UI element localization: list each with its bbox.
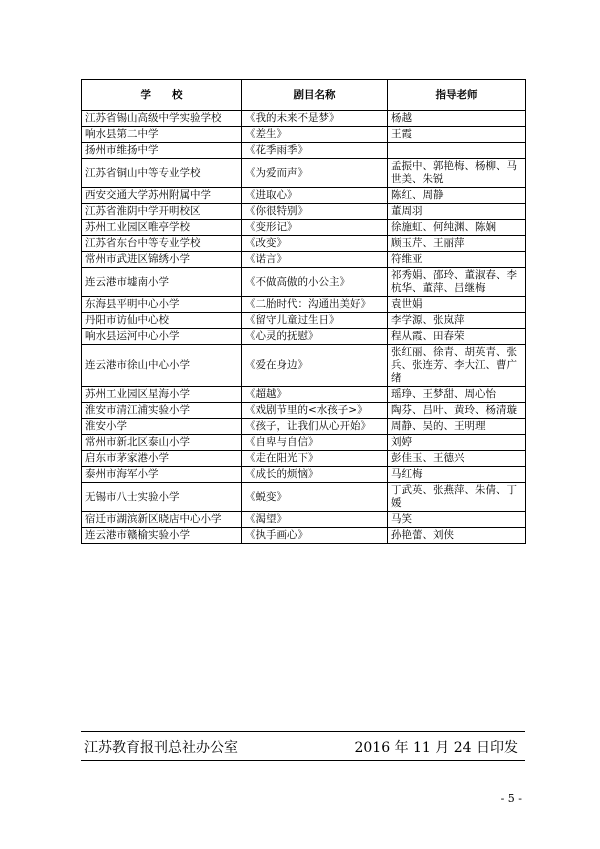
cell-play: 《留守儿童过生日》: [242, 313, 388, 329]
cell-teachers: 祁秀娟、邵玲、董淑春、李杭华、董萍、吕继梅: [388, 268, 526, 297]
cell-play: 《孩子，让我们从心开始》: [242, 419, 388, 435]
table-row: [82, 236, 526, 252]
footer-issue-date: 2016 年 11 月 24 日印发: [354, 740, 518, 756]
cell-school: 连云港市墟南小学: [82, 268, 242, 297]
cell-school: 苏州工业园区唯亭学校: [82, 220, 242, 236]
cell-play: 《为爱而声》: [242, 159, 388, 188]
table-row: [82, 451, 526, 467]
table-row: [82, 467, 526, 483]
cell-play: 《走在阳光下》: [242, 451, 388, 467]
cell-teachers: 徐施虹、何纯渊、陈娴: [388, 220, 526, 236]
cell-school: 江苏省东台中等专业学校: [82, 236, 242, 252]
cell-play: 《差生》: [242, 127, 388, 143]
footer-top-rule: [81, 731, 525, 732]
table-row: [82, 268, 526, 297]
cell-teachers: 顾玉芹、王丽萍: [388, 236, 526, 252]
footer-organization: 江苏教育报刊总社办公室: [84, 740, 238, 756]
cell-teachers: 张红丽、徐青、胡英青、张兵、张连芳、李大江、曹广绪: [388, 345, 526, 387]
cell-teachers: 瑶琤、王梦甜、周心怡: [388, 387, 526, 403]
table-row: [82, 252, 526, 268]
cell-play: 《不做高傲的小公主》: [242, 268, 388, 297]
cell-play: 《自卑与自信》: [242, 435, 388, 451]
cell-teachers: 王霞: [388, 127, 526, 143]
awards-table: [81, 79, 526, 544]
cell-teachers: 陈红、周静: [388, 188, 526, 204]
cell-play: 《你很特别》: [242, 204, 388, 220]
table-row: [82, 143, 526, 159]
cell-school: 江苏省铜山中等专业学校: [82, 159, 242, 188]
table-row: [82, 220, 526, 236]
cell-teachers: 程从霞、田春荣: [388, 329, 526, 345]
cell-teachers: 孙艳蕾、刘侠: [388, 528, 526, 544]
cell-play: 《花季雨季》: [242, 143, 388, 159]
cell-teachers: [388, 143, 526, 159]
cell-school: 扬州市维扬中学: [82, 143, 242, 159]
column-header-school: 学 校: [82, 80, 242, 111]
cell-teachers: 符维亚: [388, 252, 526, 268]
cell-play: 《渴望》: [242, 512, 388, 528]
cell-teachers: 陶芬、吕叶、黄玲、杨清璇: [388, 403, 526, 419]
cell-school: 连云港市徐山中心小学: [82, 345, 242, 387]
cell-teachers: 丁武英、张燕萍、朱倩、丁媛: [388, 483, 526, 512]
table-row: [82, 111, 526, 127]
cell-school: 常州市武进区锦绣小学: [82, 252, 242, 268]
cell-teachers: 孟振中、郭艳梅、杨柳、马世美、朱锐: [388, 159, 526, 188]
cell-teachers: 李学源、张岚萍: [388, 313, 526, 329]
table-row: [82, 329, 526, 345]
table-row: [82, 483, 526, 512]
table-row: [82, 387, 526, 403]
table-body: [82, 111, 526, 544]
table-row: [82, 127, 526, 143]
column-header-teachers: 指导老师: [388, 80, 526, 111]
table-row: [82, 528, 526, 544]
table-row: [82, 512, 526, 528]
table-row: [82, 159, 526, 188]
cell-school: 苏州工业园区星海小学: [82, 387, 242, 403]
cell-school: 东海县平明中心小学: [82, 297, 242, 313]
cell-school: 丹阳市访仙中心校: [82, 313, 242, 329]
table-row: [82, 297, 526, 313]
cell-play: 《成长的烦恼》: [242, 467, 388, 483]
cell-teachers: 周静、吴的、王明理: [388, 419, 526, 435]
cell-teachers: 袁世娟: [388, 297, 526, 313]
cell-play: 《爱在身边》: [242, 345, 388, 387]
cell-play: 《我的未来不是梦》: [242, 111, 388, 127]
cell-school: 西安交通大学苏州附属中学: [82, 188, 242, 204]
cell-play: 《超越》: [242, 387, 388, 403]
cell-teachers: 杨越: [388, 111, 526, 127]
cell-teachers: 董周羽: [388, 204, 526, 220]
cell-teachers: 马笑: [388, 512, 526, 528]
table-row: [82, 188, 526, 204]
table-row: [82, 313, 526, 329]
table-row: [82, 419, 526, 435]
cell-school: 响水县运河中心小学: [82, 329, 242, 345]
cell-play: 《执手画心》: [242, 528, 388, 544]
cell-school: 淮安市清江浦实验小学: [82, 403, 242, 419]
cell-play: 《二胎时代：沟通出美好》: [242, 297, 388, 313]
column-header-play: 剧目名称: [242, 80, 388, 111]
cell-teachers: 彭佳玉、王德兴: [388, 451, 526, 467]
table-row: [82, 403, 526, 419]
table-row: [82, 435, 526, 451]
cell-school: 连云港市赣榆实验小学: [82, 528, 242, 544]
cell-teachers: 马红梅: [388, 467, 526, 483]
table-row: [82, 345, 526, 387]
footer-bottom-rule: [81, 760, 525, 761]
cell-play: 《戏剧节里的<水孩子>》: [242, 403, 388, 419]
table-header-row: [82, 80, 526, 111]
cell-school: 响水县第二中学: [82, 127, 242, 143]
cell-school: 泰州市海军小学: [82, 467, 242, 483]
cell-school: 江苏省淮阴中学开明校区: [82, 204, 242, 220]
cell-play: 《诺言》: [242, 252, 388, 268]
cell-play: 《改变》: [242, 236, 388, 252]
cell-school: 常州市新北区泰山小学: [82, 435, 242, 451]
cell-play: 《蜕变》: [242, 483, 388, 512]
cell-teachers: 刘婷: [388, 435, 526, 451]
cell-school: 江苏省锡山高级中学实验学校: [82, 111, 242, 127]
cell-school: 无锡市八士实验小学: [82, 483, 242, 512]
table-row: [82, 204, 526, 220]
cell-play: 《进取心》: [242, 188, 388, 204]
cell-school: 淮安小学: [82, 419, 242, 435]
cell-play: 《变形记》: [242, 220, 388, 236]
cell-play: 《心灵的抚慰》: [242, 329, 388, 345]
page-number: - 5 -: [500, 792, 522, 805]
cell-school: 宿迁市湖滨新区晓店中心小学: [82, 512, 242, 528]
cell-school: 启东市茅家港小学: [82, 451, 242, 467]
